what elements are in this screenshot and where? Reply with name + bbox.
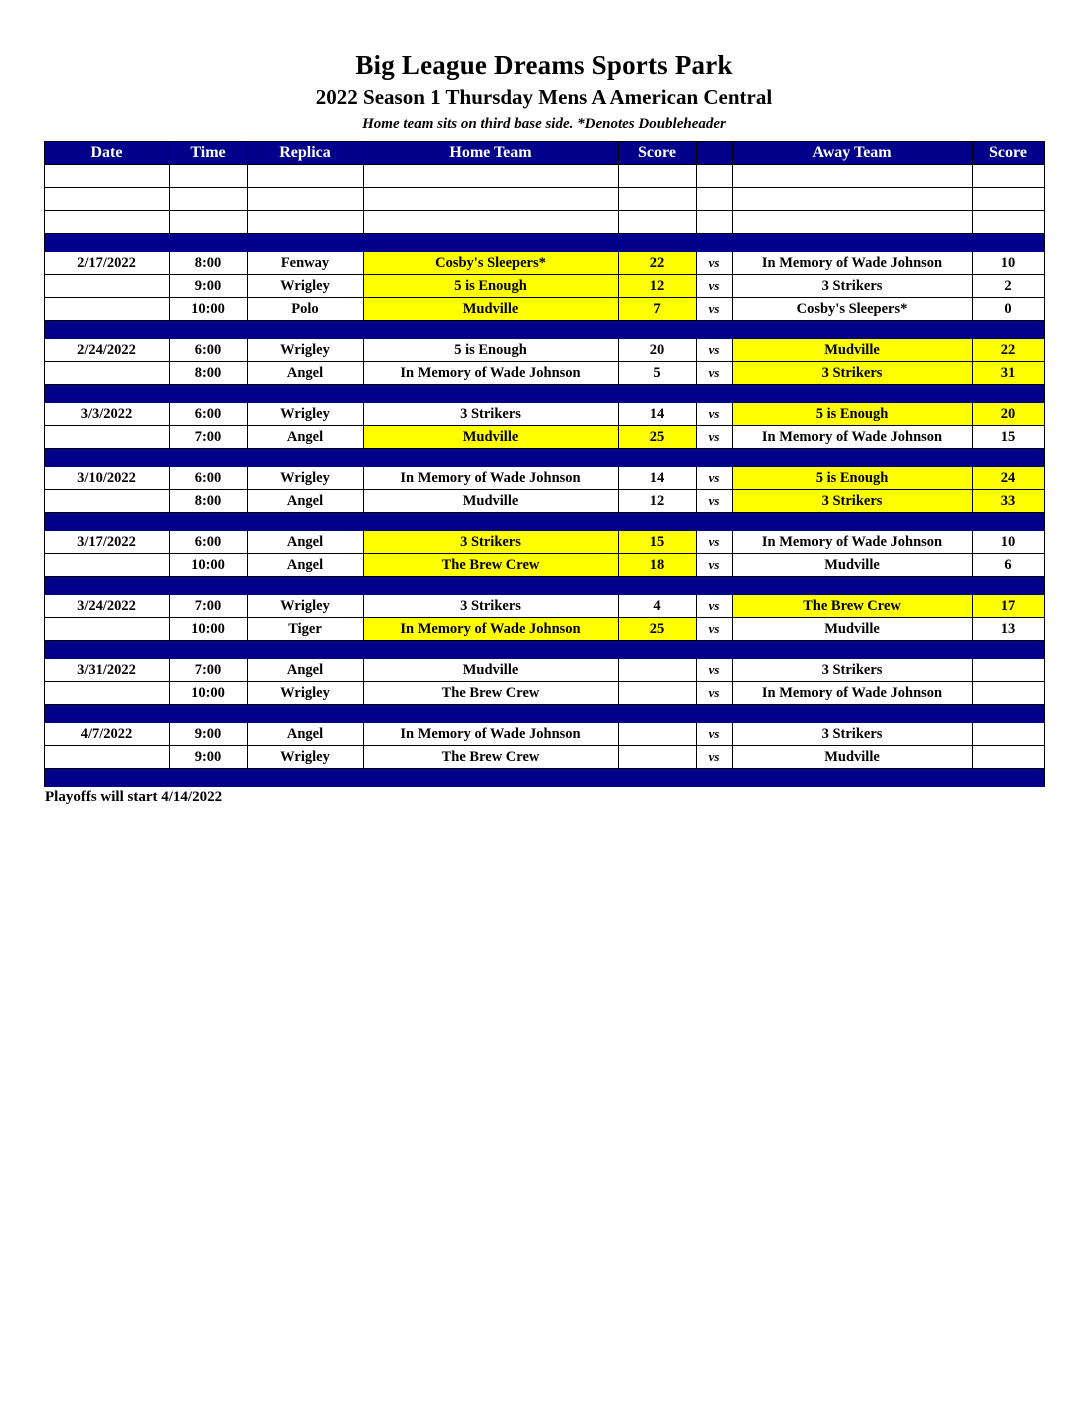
cell-replica: Angel bbox=[247, 426, 363, 449]
separator-cell bbox=[618, 641, 696, 659]
separator-cell bbox=[972, 234, 1044, 252]
cell-home-score: 25 bbox=[618, 426, 696, 449]
cell-home-score: 18 bbox=[618, 554, 696, 577]
table-body bbox=[44, 165, 1044, 787]
blank-cell bbox=[363, 188, 618, 211]
blank-cell bbox=[169, 188, 247, 211]
cell-home-team: Mudville bbox=[363, 298, 618, 321]
cell-date: 3/3/2022 bbox=[44, 403, 169, 426]
cell-home-team: 5 is Enough bbox=[363, 275, 618, 298]
separator-cell bbox=[363, 705, 618, 723]
blank-cell bbox=[363, 165, 618, 188]
cell-home-score bbox=[618, 723, 696, 746]
separator-cell bbox=[696, 234, 732, 252]
cell-away-score bbox=[972, 659, 1044, 682]
table-row bbox=[44, 618, 1044, 641]
table-header bbox=[44, 142, 1044, 165]
cell-date: 2/24/2022 bbox=[44, 339, 169, 362]
separator-cell bbox=[732, 513, 972, 531]
playoffs-note: Playoffs will start 4/14/2022 bbox=[45, 789, 223, 805]
cell-replica: Angel bbox=[247, 531, 363, 554]
separator-cell bbox=[169, 769, 247, 787]
separator-cell bbox=[44, 321, 169, 339]
column-header-home-score: Score bbox=[618, 142, 696, 165]
cell-away-team: 3 Strikers bbox=[732, 723, 972, 746]
cell-home-score: 14 bbox=[618, 403, 696, 426]
separator-cell bbox=[732, 449, 972, 467]
cell-time: 6:00 bbox=[169, 339, 247, 362]
separator-cell bbox=[732, 385, 972, 403]
separator-cell bbox=[363, 641, 618, 659]
cell-replica: Angel bbox=[247, 490, 363, 513]
separator-cell bbox=[696, 513, 732, 531]
separator-cell bbox=[363, 234, 618, 252]
blank-cell bbox=[696, 188, 732, 211]
cell-vs: vs bbox=[696, 275, 732, 298]
blank-cell bbox=[44, 188, 169, 211]
separator-cell bbox=[696, 705, 732, 723]
table-separator-row bbox=[44, 705, 1044, 723]
table-row bbox=[44, 362, 1044, 385]
cell-time: 6:00 bbox=[169, 467, 247, 490]
cell-time: 8:00 bbox=[169, 252, 247, 275]
cell-vs: vs bbox=[696, 682, 732, 705]
separator-cell bbox=[732, 641, 972, 659]
blank-cell bbox=[44, 211, 169, 234]
cell-away-team: In Memory of Wade Johnson bbox=[732, 531, 972, 554]
cell-vs: vs bbox=[696, 618, 732, 641]
blank-cell bbox=[618, 165, 696, 188]
cell-vs: vs bbox=[696, 595, 732, 618]
schedule-table bbox=[44, 141, 1045, 787]
cell-away-score: 10 bbox=[972, 252, 1044, 275]
separator-cell bbox=[169, 641, 247, 659]
table-row bbox=[44, 554, 1044, 577]
cell-time: 10:00 bbox=[169, 554, 247, 577]
cell-time: 8:00 bbox=[169, 362, 247, 385]
cell-away-score bbox=[972, 682, 1044, 705]
cell-date: 2/17/2022 bbox=[44, 252, 169, 275]
cell-away-score: 17 bbox=[972, 595, 1044, 618]
cell-home-score: 12 bbox=[618, 490, 696, 513]
page-title: Big League Dreams Sports Park bbox=[355, 50, 733, 80]
separator-cell bbox=[44, 577, 169, 595]
cell-date bbox=[44, 746, 169, 769]
cell-replica: Wrigley bbox=[247, 339, 363, 362]
table-row bbox=[44, 426, 1044, 449]
cell-date bbox=[44, 426, 169, 449]
cell-vs: vs bbox=[696, 298, 732, 321]
table-separator-row bbox=[44, 385, 1044, 403]
column-header-home-team: Home Team bbox=[363, 142, 618, 165]
blank-cell bbox=[363, 211, 618, 234]
cell-replica: Tiger bbox=[247, 618, 363, 641]
separator-cell bbox=[169, 449, 247, 467]
cell-time: 8:00 bbox=[169, 490, 247, 513]
cell-away-team: 5 is Enough bbox=[732, 403, 972, 426]
separator-cell bbox=[169, 385, 247, 403]
cell-away-score: 33 bbox=[972, 490, 1044, 513]
table-header-row bbox=[44, 142, 1044, 165]
separator-cell bbox=[696, 449, 732, 467]
cell-time: 7:00 bbox=[169, 426, 247, 449]
cell-away-team: Mudville bbox=[732, 618, 972, 641]
cell-time: 10:00 bbox=[169, 298, 247, 321]
cell-time: 9:00 bbox=[169, 746, 247, 769]
cell-away-score: 22 bbox=[972, 339, 1044, 362]
table-blank-row bbox=[44, 211, 1044, 234]
separator-cell bbox=[247, 449, 363, 467]
cell-home-team: In Memory of Wade Johnson bbox=[363, 618, 618, 641]
separator-cell bbox=[732, 705, 972, 723]
cell-away-team: 3 Strikers bbox=[732, 490, 972, 513]
cell-home-team: The Brew Crew bbox=[363, 746, 618, 769]
table-row bbox=[44, 275, 1044, 298]
separator-cell bbox=[169, 513, 247, 531]
cell-vs: vs bbox=[696, 746, 732, 769]
cell-home-team: Mudville bbox=[363, 490, 618, 513]
separator-cell bbox=[247, 641, 363, 659]
separator-cell bbox=[732, 577, 972, 595]
table-row bbox=[44, 403, 1044, 426]
separator-cell bbox=[247, 234, 363, 252]
cell-home-score: 12 bbox=[618, 275, 696, 298]
cell-away-team: The Brew Crew bbox=[732, 595, 972, 618]
table-row bbox=[44, 490, 1044, 513]
cell-time: 9:00 bbox=[169, 275, 247, 298]
table-separator-row bbox=[44, 641, 1044, 659]
blank-cell bbox=[247, 165, 363, 188]
cell-date: 3/24/2022 bbox=[44, 595, 169, 618]
cell-vs: vs bbox=[696, 252, 732, 275]
cell-replica: Angel bbox=[247, 723, 363, 746]
page-note: Home team sits on third base side. *Denotes Doubleheader bbox=[362, 116, 726, 132]
cell-away-team: 3 Strikers bbox=[732, 275, 972, 298]
cell-home-score bbox=[618, 659, 696, 682]
blank-cell bbox=[247, 188, 363, 211]
cell-replica: Angel bbox=[247, 554, 363, 577]
table-separator-row bbox=[44, 513, 1044, 531]
cell-replica: Fenway bbox=[247, 252, 363, 275]
table-blank-row bbox=[44, 188, 1044, 211]
table-blank-row bbox=[44, 165, 1044, 188]
blank-cell bbox=[972, 165, 1044, 188]
table-separator-row bbox=[44, 449, 1044, 467]
cell-date bbox=[44, 618, 169, 641]
column-header-away-team: Away Team bbox=[732, 142, 972, 165]
cell-time: 6:00 bbox=[169, 531, 247, 554]
cell-home-score: 7 bbox=[618, 298, 696, 321]
separator-cell bbox=[732, 234, 972, 252]
separator-cell bbox=[618, 577, 696, 595]
separator-cell bbox=[363, 321, 618, 339]
table-row bbox=[44, 467, 1044, 490]
separator-cell bbox=[618, 513, 696, 531]
blank-cell bbox=[169, 211, 247, 234]
cell-vs: vs bbox=[696, 467, 732, 490]
column-header-away-score: Score bbox=[972, 142, 1044, 165]
blank-cell bbox=[169, 165, 247, 188]
separator-cell bbox=[618, 321, 696, 339]
blank-cell bbox=[972, 188, 1044, 211]
cell-away-score: 31 bbox=[972, 362, 1044, 385]
cell-away-team: Mudville bbox=[732, 746, 972, 769]
separator-cell bbox=[44, 513, 169, 531]
cell-date bbox=[44, 362, 169, 385]
separator-cell bbox=[618, 705, 696, 723]
table-row bbox=[44, 595, 1044, 618]
cell-home-team: The Brew Crew bbox=[363, 554, 618, 577]
separator-cell bbox=[363, 513, 618, 531]
separator-cell bbox=[732, 769, 972, 787]
separator-cell bbox=[169, 705, 247, 723]
cell-away-team: Mudville bbox=[732, 339, 972, 362]
cell-away-score: 15 bbox=[972, 426, 1044, 449]
cell-away-team: In Memory of Wade Johnson bbox=[732, 426, 972, 449]
blank-cell bbox=[247, 211, 363, 234]
cell-home-score bbox=[618, 682, 696, 705]
blank-cell bbox=[732, 188, 972, 211]
separator-cell bbox=[247, 321, 363, 339]
separator-cell bbox=[44, 705, 169, 723]
separator-cell bbox=[972, 513, 1044, 531]
separator-cell bbox=[247, 577, 363, 595]
cell-away-score: 6 bbox=[972, 554, 1044, 577]
cell-time: 7:00 bbox=[169, 595, 247, 618]
separator-cell bbox=[247, 385, 363, 403]
separator-cell bbox=[44, 449, 169, 467]
cell-replica: Angel bbox=[247, 659, 363, 682]
cell-date bbox=[44, 682, 169, 705]
separator-cell bbox=[732, 321, 972, 339]
cell-date: 4/7/2022 bbox=[44, 723, 169, 746]
separator-cell bbox=[363, 769, 618, 787]
cell-away-score bbox=[972, 723, 1044, 746]
cell-date: 3/10/2022 bbox=[44, 467, 169, 490]
cell-away-score: 2 bbox=[972, 275, 1044, 298]
cell-time: 7:00 bbox=[169, 659, 247, 682]
separator-cell bbox=[363, 577, 618, 595]
cell-replica: Wrigley bbox=[247, 275, 363, 298]
separator-cell bbox=[169, 234, 247, 252]
separator-cell bbox=[696, 769, 732, 787]
cell-home-team: Mudville bbox=[363, 426, 618, 449]
cell-away-team: 3 Strikers bbox=[732, 659, 972, 682]
blank-cell bbox=[696, 165, 732, 188]
table-row bbox=[44, 531, 1044, 554]
table-row bbox=[44, 298, 1044, 321]
cell-date bbox=[44, 490, 169, 513]
cell-date: 3/17/2022 bbox=[44, 531, 169, 554]
cell-home-score: 20 bbox=[618, 339, 696, 362]
table-separator-row bbox=[44, 769, 1044, 787]
cell-time: 10:00 bbox=[169, 618, 247, 641]
separator-cell bbox=[696, 641, 732, 659]
table-separator-row bbox=[44, 577, 1044, 595]
separator-cell bbox=[972, 321, 1044, 339]
cell-replica: Angel bbox=[247, 362, 363, 385]
cell-vs: vs bbox=[696, 723, 732, 746]
table-row bbox=[44, 339, 1044, 362]
separator-cell bbox=[44, 641, 169, 659]
cell-vs: vs bbox=[696, 339, 732, 362]
table-separator-row bbox=[44, 321, 1044, 339]
separator-cell bbox=[618, 449, 696, 467]
blank-cell bbox=[696, 211, 732, 234]
separator-cell bbox=[618, 769, 696, 787]
cell-home-score: 25 bbox=[618, 618, 696, 641]
cell-home-score bbox=[618, 746, 696, 769]
cell-home-team: In Memory of Wade Johnson bbox=[363, 723, 618, 746]
cell-replica: Wrigley bbox=[247, 403, 363, 426]
page-subtitle: 2022 Season 1 Thursday Mens A American Central bbox=[315, 85, 773, 109]
cell-vs: vs bbox=[696, 362, 732, 385]
cell-home-team: 3 Strikers bbox=[363, 403, 618, 426]
cell-home-team: 3 Strikers bbox=[363, 595, 618, 618]
table-row bbox=[44, 659, 1044, 682]
separator-cell bbox=[247, 769, 363, 787]
blank-cell bbox=[44, 165, 169, 188]
blank-cell bbox=[732, 165, 972, 188]
cell-date bbox=[44, 554, 169, 577]
separator-cell bbox=[44, 769, 169, 787]
cell-home-score: 14 bbox=[618, 467, 696, 490]
cell-date bbox=[44, 298, 169, 321]
cell-home-team: In Memory of Wade Johnson bbox=[363, 467, 618, 490]
cell-replica: Wrigley bbox=[247, 682, 363, 705]
separator-cell bbox=[618, 385, 696, 403]
column-header-date: Date bbox=[44, 142, 169, 165]
cell-date: 3/31/2022 bbox=[44, 659, 169, 682]
cell-vs: vs bbox=[696, 403, 732, 426]
cell-replica: Wrigley bbox=[247, 467, 363, 490]
separator-cell bbox=[972, 577, 1044, 595]
separator-cell bbox=[972, 705, 1044, 723]
cell-home-team: 3 Strikers bbox=[363, 531, 618, 554]
separator-cell bbox=[247, 705, 363, 723]
cell-home-team: The Brew Crew bbox=[363, 682, 618, 705]
separator-cell bbox=[972, 769, 1044, 787]
cell-home-team: In Memory of Wade Johnson bbox=[363, 362, 618, 385]
cell-replica: Wrigley bbox=[247, 595, 363, 618]
separator-cell bbox=[618, 234, 696, 252]
cell-away-score bbox=[972, 746, 1044, 769]
table-row bbox=[44, 746, 1044, 769]
cell-away-team: 5 is Enough bbox=[732, 467, 972, 490]
blank-cell bbox=[618, 188, 696, 211]
cell-home-score: 5 bbox=[618, 362, 696, 385]
separator-cell bbox=[972, 385, 1044, 403]
cell-date bbox=[44, 275, 169, 298]
cell-vs: vs bbox=[696, 490, 732, 513]
cell-away-team: Cosby's Sleepers* bbox=[732, 298, 972, 321]
separator-cell bbox=[696, 577, 732, 595]
cell-home-score: 22 bbox=[618, 252, 696, 275]
cell-home-team: Mudville bbox=[363, 659, 618, 682]
cell-away-score: 24 bbox=[972, 467, 1044, 490]
separator-cell bbox=[44, 385, 169, 403]
cell-vs: vs bbox=[696, 426, 732, 449]
cell-away-score: 10 bbox=[972, 531, 1044, 554]
blank-cell bbox=[972, 211, 1044, 234]
table-row bbox=[44, 723, 1044, 746]
column-header-vs bbox=[696, 142, 732, 165]
table-row bbox=[44, 252, 1044, 275]
separator-cell bbox=[696, 321, 732, 339]
cell-time: 6:00 bbox=[169, 403, 247, 426]
cell-away-team: In Memory of Wade Johnson bbox=[732, 252, 972, 275]
cell-away-team: Mudville bbox=[732, 554, 972, 577]
cell-vs: vs bbox=[696, 531, 732, 554]
cell-vs: vs bbox=[696, 554, 732, 577]
column-header-replica: Replica bbox=[247, 142, 363, 165]
column-header-time: Time bbox=[169, 142, 247, 165]
separator-cell bbox=[972, 641, 1044, 659]
cell-home-team: 5 is Enough bbox=[363, 339, 618, 362]
separator-cell bbox=[363, 449, 618, 467]
separator-cell bbox=[363, 385, 618, 403]
table-separator-row bbox=[44, 234, 1044, 252]
cell-home-score: 4 bbox=[618, 595, 696, 618]
cell-away-team: In Memory of Wade Johnson bbox=[732, 682, 972, 705]
table-row bbox=[44, 682, 1044, 705]
separator-cell bbox=[247, 513, 363, 531]
cell-away-score: 20 bbox=[972, 403, 1044, 426]
cell-home-team: Cosby's Sleepers* bbox=[363, 252, 618, 275]
cell-home-score: 15 bbox=[618, 531, 696, 554]
separator-cell bbox=[696, 385, 732, 403]
cell-time: 10:00 bbox=[169, 682, 247, 705]
cell-replica: Polo bbox=[247, 298, 363, 321]
separator-cell bbox=[169, 577, 247, 595]
blank-cell bbox=[732, 211, 972, 234]
cell-away-score: 0 bbox=[972, 298, 1044, 321]
blank-cell bbox=[618, 211, 696, 234]
separator-cell bbox=[44, 234, 169, 252]
cell-vs: vs bbox=[696, 659, 732, 682]
cell-away-score: 13 bbox=[972, 618, 1044, 641]
separator-cell bbox=[169, 321, 247, 339]
cell-replica: Wrigley bbox=[247, 746, 363, 769]
cell-away-team: 3 Strikers bbox=[732, 362, 972, 385]
cell-time: 9:00 bbox=[169, 723, 247, 746]
separator-cell bbox=[972, 449, 1044, 467]
